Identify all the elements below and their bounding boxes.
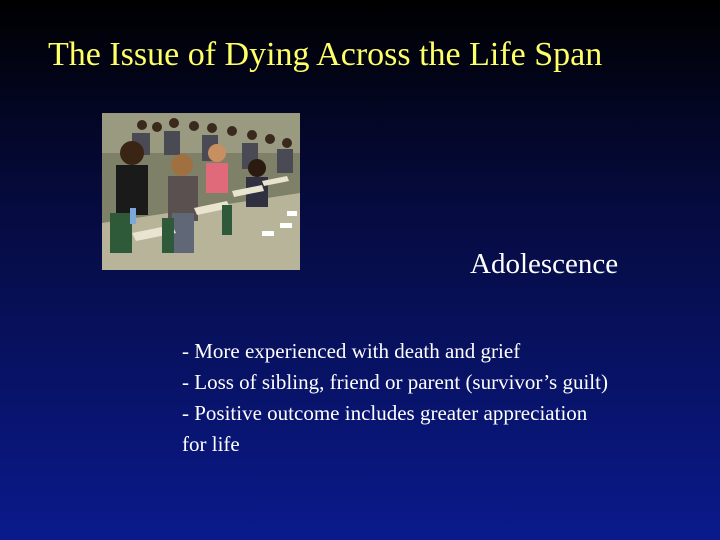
slide-subtitle: Adolescence [470,248,619,280]
classroom-photo-illustration [102,113,300,270]
slide-title: The Issue of Dying Across the Life Span [48,36,603,73]
classroom-photo [102,113,300,270]
bullet-item: - More experienced with death and grief [182,339,521,363]
bullet-item: - Positive outcome includes greater appreciation [182,401,588,425]
bullet-item-continuation: for life [182,432,240,456]
bullet-list [182,336,702,460]
bullet-item: - Loss of sibling, friend or parent (survivor’s guilt) [182,370,608,394]
